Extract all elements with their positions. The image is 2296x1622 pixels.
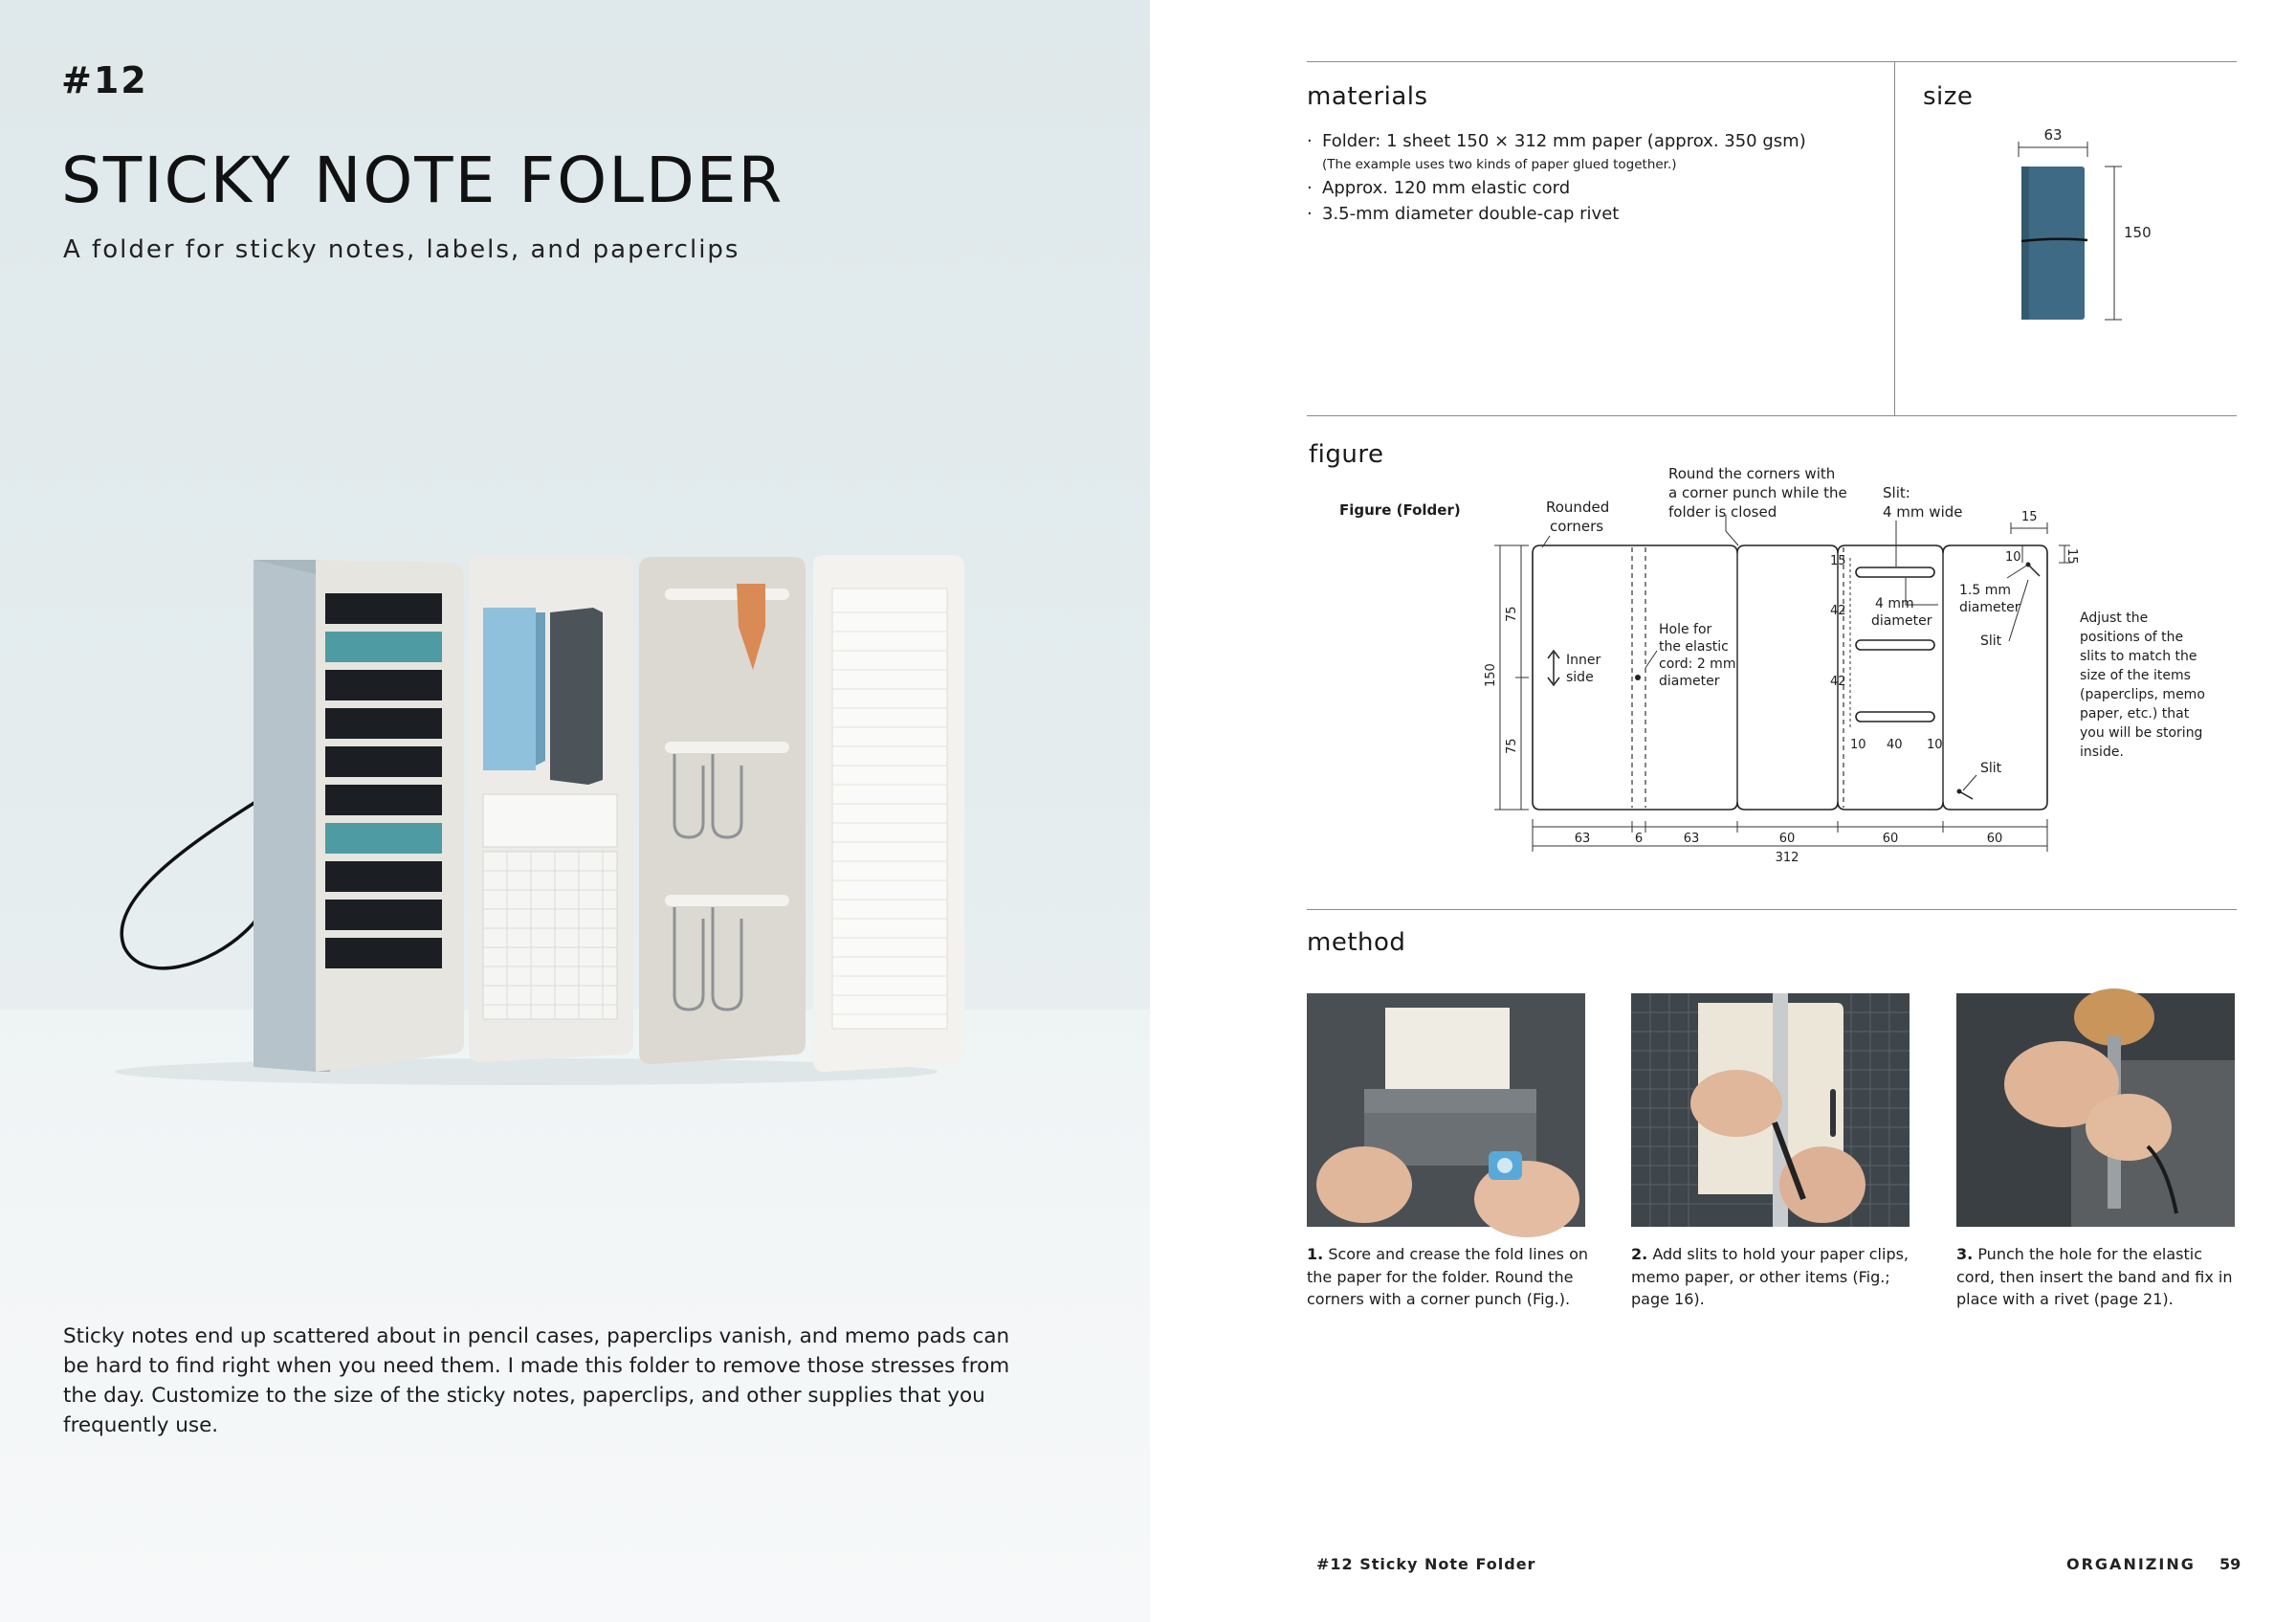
adjust-note-6: paper, etc.) that xyxy=(2080,706,2190,722)
slit-low-label: Slit xyxy=(1980,761,2002,776)
figure-top-rule xyxy=(1307,415,2237,416)
method-step-3-text: Punch the hole for the elastic cord, then insert the band and fix in place with a rivet (page 21). xyxy=(1956,1245,2233,1308)
round-note-1: Round the corners with xyxy=(1668,465,1836,482)
dim-bottom-4: 60 xyxy=(1882,832,1899,846)
dim-total: 312 xyxy=(1775,851,1799,865)
footer-page-number: 59 xyxy=(2219,1555,2241,1573)
rounded-corners-label-2: corners xyxy=(1550,518,1604,535)
size-height-label: 150 xyxy=(2124,224,2152,241)
slit-top-label-2: 4 mm wide xyxy=(1883,503,1963,521)
size-heading: size xyxy=(1923,82,1974,111)
four-mm-label-1: 4 mm xyxy=(1875,596,1914,611)
slit-mid-label: Slit xyxy=(1980,633,2002,649)
dim-slit-10a: 10 xyxy=(1850,738,1866,752)
dim-height-total: 150 xyxy=(1484,663,1498,687)
project-number: #12 xyxy=(61,59,148,101)
adjust-note-7: you will be storing xyxy=(2080,725,2203,741)
hole-label-4: diameter xyxy=(1659,674,1720,689)
dim-gap-42b: 42 xyxy=(1830,675,1846,689)
one-five-mm-label-2: diameter xyxy=(1959,600,2020,615)
method-step-3-num: 3. xyxy=(1956,1245,1974,1263)
dim-bottom-2: 63 xyxy=(1683,832,1700,846)
material-note: (The example uses two kinds of paper glued together.) xyxy=(1322,157,1677,172)
height-dimensions xyxy=(1494,545,1529,810)
project-subtitle: A folder for sticky notes, labels, and paperclips xyxy=(63,235,740,264)
adjust-note-1: Adjust the xyxy=(2080,611,2149,626)
dim-half-bottom: 75 xyxy=(1505,738,1519,754)
footer-section: ORGANIZING xyxy=(2066,1555,2196,1573)
hole-label-2: the elastic xyxy=(1659,639,1729,655)
right-page xyxy=(1150,0,2296,1622)
folder-photo xyxy=(86,536,985,1091)
dim-gap-15: 15 xyxy=(1830,554,1846,568)
four-mm-label-2: diameter xyxy=(1871,613,1932,629)
method-photo-2 xyxy=(1631,993,1910,1227)
inner-side-label-2: side xyxy=(1566,670,1594,685)
method-step-2 xyxy=(1631,1243,1918,1311)
dim-top-15: 15 xyxy=(2021,510,2038,524)
dim-right-15: 15 xyxy=(2064,548,2079,565)
intro-paragraph: Sticky notes end up scattered about in pencil cases, paperclips vanish, and memo pads can be hard to find right when you need them. I made this folder to remove those stresses from the day. Customize to the size of the sticky notes, paperclips, and other supplies that you frequently use. xyxy=(63,1324,1010,1437)
closed-folder xyxy=(2021,167,2085,320)
method-top-rule xyxy=(1307,909,2237,910)
method-step-2-num: 2. xyxy=(1631,1245,1648,1263)
inner-side-label-1: Inner xyxy=(1566,653,1601,668)
method-step-1-text: Score and crease the fold lines on the paper for the folder. Round the corners with a corner punch (Fig.). xyxy=(1307,1245,1589,1308)
method-step-3 xyxy=(1956,1243,2243,1311)
materials-list xyxy=(1307,128,1881,227)
hole-label-3: cord: 2 mm xyxy=(1659,656,1736,672)
figure-title: Figure (Folder) xyxy=(1339,501,1461,519)
dim-bottom-3: 60 xyxy=(1778,832,1796,846)
materials-heading: materials xyxy=(1307,82,1428,111)
dim-bottom-0: 63 xyxy=(1574,832,1591,846)
dim-half-top: 75 xyxy=(1505,606,1519,622)
dim-corner-10: 10 xyxy=(2005,550,2021,565)
folder-diagram xyxy=(1313,459,2231,871)
method-step-1-num: 1. xyxy=(1307,1245,1324,1263)
dim-slit-10b: 10 xyxy=(1927,738,1943,752)
adjust-note-3: slits to match the xyxy=(2080,649,2197,664)
material-item: · Folder: 1 sheet 150 × 312 mm paper (approx. 350 gsm) xyxy=(1307,128,1881,154)
inner-panel-3 xyxy=(639,557,806,1064)
elastic-hole xyxy=(1635,675,1641,680)
round-note-2: a corner punch while the xyxy=(1668,484,1847,501)
material-item: · 3.5-mm diameter double-cap rivet xyxy=(1307,201,1881,227)
table-surface xyxy=(0,1010,1150,1622)
dim-bottom-5: 60 xyxy=(1986,832,2003,846)
method-photo-1 xyxy=(1307,993,1585,1227)
adjust-note-5: (paperclips, memo xyxy=(2080,687,2205,702)
material-item: · Approx. 120 mm elastic cord xyxy=(1307,175,1881,201)
adjust-note-8: inside. xyxy=(2080,744,2124,760)
method-heading: method xyxy=(1307,928,1406,957)
sticky-light-blue xyxy=(483,608,541,770)
one-five-mm-label-1: 1.5 mm xyxy=(1959,583,2011,598)
rounded-corners-label-1: Rounded xyxy=(1546,499,1610,516)
inner-side-arrow xyxy=(1548,651,1559,685)
dim-gap-42a: 42 xyxy=(1830,604,1846,618)
memo-pad-grid xyxy=(483,852,617,1019)
dim-bottom-1: 6 xyxy=(1634,832,1644,846)
cover-panel xyxy=(254,560,316,1072)
method-photo-3 xyxy=(1956,993,2235,1227)
method-step-1 xyxy=(1307,1243,1594,1311)
round-note-3: folder is closed xyxy=(1668,503,1777,521)
size-width-label: 63 xyxy=(2043,126,2063,144)
adjust-note-2: positions of the xyxy=(2080,630,2184,645)
adjust-note-4: size of the items xyxy=(2080,668,2191,683)
project-title: STICKY NOTE FOLDER xyxy=(61,144,784,217)
figure-heading: figure xyxy=(1309,440,1384,469)
size-diagram xyxy=(1992,124,2152,335)
slit-top-label-1: Slit: xyxy=(1883,484,1910,501)
dim-slit-40: 40 xyxy=(1887,738,1903,752)
top-rule xyxy=(1307,61,2237,62)
sticky-slate xyxy=(550,608,603,785)
memo-paper-lined xyxy=(832,589,947,1029)
slits xyxy=(1856,567,1934,722)
method-step-2-text: Add slits to hold your paper clips, memo paper, or other items (Fig.; page 16). xyxy=(1631,1245,1910,1308)
materials-size-divider xyxy=(1894,61,1895,415)
hole-label-1: Hole for xyxy=(1659,622,1712,637)
footer-running-title: #12 Sticky Note Folder xyxy=(1316,1555,1536,1573)
memo-pad-small xyxy=(483,794,617,847)
